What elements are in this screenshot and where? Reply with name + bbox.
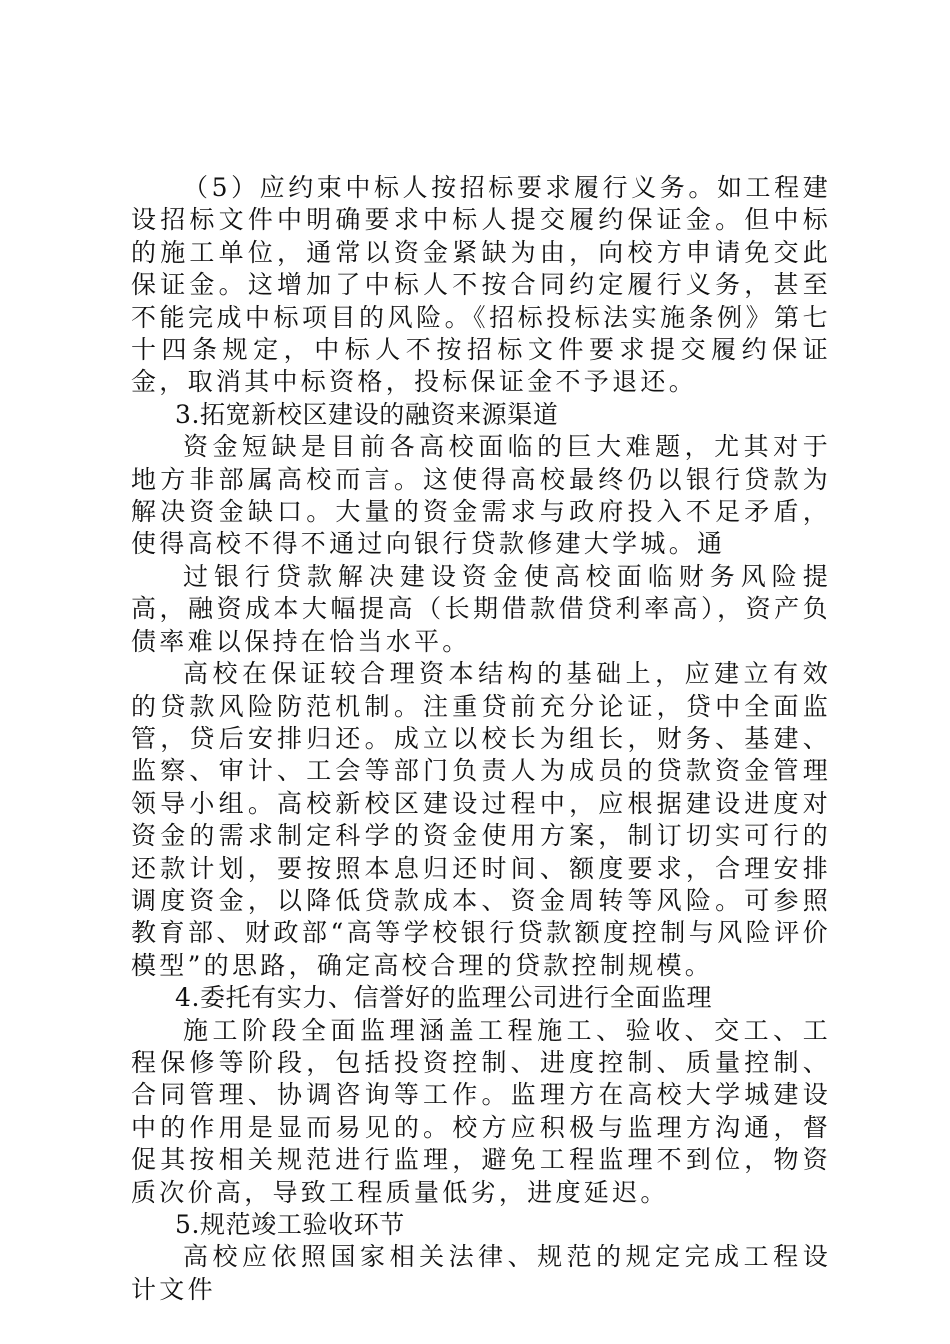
paragraph-supervision: 施工阶段全面监理涵盖工程施工、验收、交工、工程保修等阶段，包括投资控制、进度控制、质量控制、合同管理、协调咨询等工作。监理方在高校大学城建设中的作用是显而易见的。校方应积极与监理方沟通，督促其按相关规范进行监理，避免工程监理不到位，物资质次价高，导致工程质量低劣，进度延迟。 xyxy=(131,1015,831,1207)
section-heading-acceptance: 5.规范竣工验收环节 xyxy=(175,1210,405,1239)
paragraph-acceptance: 高校应依照国家相关法律、规范的规定完成工程设计文件 xyxy=(131,1242,831,1304)
paragraph-loan-risk-control: 高校在保证较合理资本结构的基础上，应建立有效的贷款风险防范机制。注重贷前充分论证，贷中全面监管，贷后安排归还。成立以校长为组长，财务、基建、监察、审计、工会等部门负责人为成员的贷款资金管理领导小组。高校新校区建设过程中，应根据建设进度对资金的需求制定科学的资金使用方案，制订切实可行的还款计划，要按照本息归还时间、额度要求，合理安排调度资金，以降低贷款成本、资金周转等风险。可参照教育部、财政部“高等学校银行贷款额度控制与风险评价模型”的思路，确定高校合理的贷款控制规模。 xyxy=(131,659,831,980)
section-heading-supervision: 4.委托有实力、信誉好的监理公司进行全面监理 xyxy=(175,983,713,1013)
paragraph-bank-loan-risk: 过银行贷款解决建设资金使高校面临财务风险提高，融资成本大幅提高（长期借款借贷利率高），资产负债率难以保持在恰当水平。 xyxy=(131,561,831,656)
document-body xyxy=(131,172,831,1306)
section-heading-financing: 3.拓宽新校区建设的融资来源渠道 xyxy=(175,399,559,429)
paragraph-performance-bond: （5）应约束中标人按招标要求履行义务。如工程建设招标文件中明确要求中标人提交履约保证金。但中标的施工单位，通常以资金紧缺为由，向校方申请免交此保证金。这增加了中标人不按合同约定履行义务，甚至不能完成中标项目的风险。《招标投标法实施条例》第七十四条规定，中标人不按招标文件要求提交履约保证金，取消其中标资格，投标保证金不予退还。 xyxy=(131,173,831,397)
paragraph-funding-shortage: 资金短缺是目前各高校面临的巨大难题，尤其对于地方非部属高校而言。这使得高校最终仍以银行贷款为解决资金缺口。大量的资金需求与政府投入不足矛盾，使得高校不得不通过向银行贷款修建大学城。通 xyxy=(131,432,831,559)
